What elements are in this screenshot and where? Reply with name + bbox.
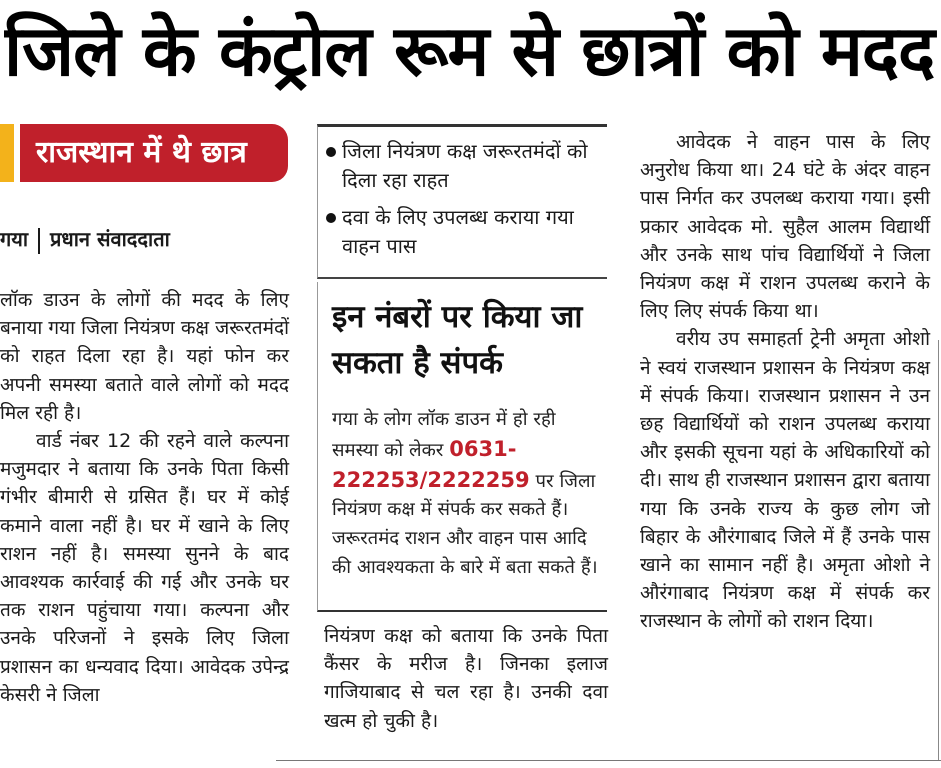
column1-paragraph-2: वार्ड नंबर 12 की रहने वाले कल्पना मजुमदार ने बताया कि उनके पिता किसी गंभीर बीमारी से ग्रसित हैं। घर में कोई कमाने वाला नहीं है। घर में खाने के लिए राशन नहीं है। समस्या सुनने के बाद आवश्यक कार्रवाई की गई और उनके घर तक राशन पहुंचाया गया। कल्पना और उनके परिजनों ने इसके लिए जिला प्रशासन का धन्यवाद दिया। आवेदक उपेन्द्र केसरी ने जिला [0, 430, 289, 706]
column3-paragraph-1: आवेदक ने वाहन पास के लिए अनुरोध किया था। 24 घंटे के अंदर वाहन पास निर्गत कर उपलब्ध कराया गया। इसी प्रकार आवेदक मो. सुहैल आलम विद्यार्थी और उनके साथ पांच विद्यार्थियों ने जिला नियंत्रण कक्ष में राशन उपलब्ध कराने के लिए लिए संपर्क किया था। [640, 131, 930, 323]
column2-paragraph: नियंत्रण कक्ष को बताया कि उनके पिता कैंसर के मरीज है। जिनका इलाज गाजियाबाद से चल रहा है। उनकी दवा खत्म हो चुकी है। [324, 625, 608, 732]
article-column-3 [640, 128, 930, 636]
headline: जिले के कंट्रोल रूम से छात्रों को मदद [4, 10, 935, 92]
bottom-rule [276, 760, 941, 761]
byline [0, 222, 300, 256]
contact-text-before: गया के लोग लॉक डाउन में हो रही समस्या को लेकर [332, 409, 556, 461]
column-divider [938, 340, 939, 760]
article-column-2 [324, 622, 608, 735]
highlights-box [317, 124, 607, 279]
byline-place: गया [0, 227, 29, 251]
highlight-text: दवा के लिए उपलब्ध कराया गया वाहन पास [342, 205, 574, 258]
highlight-item [342, 137, 601, 195]
contact-title: इन नंबरों पर किया जा सकता है संपर्क [332, 299, 583, 381]
contact-phone: 0631-222253/2222259 [332, 436, 530, 492]
section-label: राजस्थान में थे छात्र [20, 124, 288, 182]
section-accent-bar [0, 124, 14, 182]
contact-text [332, 406, 602, 583]
highlights-list [318, 127, 607, 261]
article-column-1 [0, 286, 289, 709]
column1-paragraph-1: लॉक डाउन के लोगों की मदद के लिए बनाया गया जिला नियंत्रण कक्ष जरूरतमंदों को राहत दिला रहा है। यहां फोन कर अपनी समस्या बताते वाले लोगों को मदद मिल रही है। [0, 289, 289, 424]
byline-author: प्रधान संवाददाता [50, 227, 170, 251]
contact-box [317, 282, 607, 612]
byline-divider [38, 228, 40, 254]
highlight-text: जिला नियंत्रण कक्ष जरूरतमंदों को दिला रहा राहत [342, 139, 588, 192]
bullet-icon [326, 213, 336, 223]
bullet-icon [326, 147, 336, 157]
contact-text-after: पर जिला नियंत्रण कक्ष में संपर्क कर सकते हैं। जरूरतमंद राशन और वाहन पास आदि की आवश्यकता के बारे में बता सकते हैं। [332, 470, 598, 578]
column3-paragraph-2: वरीय उप समाहर्ता ट्रेनी अमृता ओशो ने स्वयं राजस्थान प्रशासन के नियंत्रण कक्ष में संपर्क किया। राजस्थान प्रशासन ने उन छह विद्यार्थियों को राशन उपलब्ध कराया और इसकी सूचना यहां के अधिकारियों को दी। साथ ही राजस्थान प्रशासन द्वारा बताया गया कि उनके राज्य के कुछ लोग जो बिहार के औरंगाबाद जिले में हैं उनके पास खाने का सामान नहीं है। अमृता ओशो ने औरंगाबाद नियंत्रण कक्ष में संपर्क कर राजस्थान के लोगों को राशन दिया। [640, 328, 930, 633]
highlight-item [342, 203, 601, 261]
